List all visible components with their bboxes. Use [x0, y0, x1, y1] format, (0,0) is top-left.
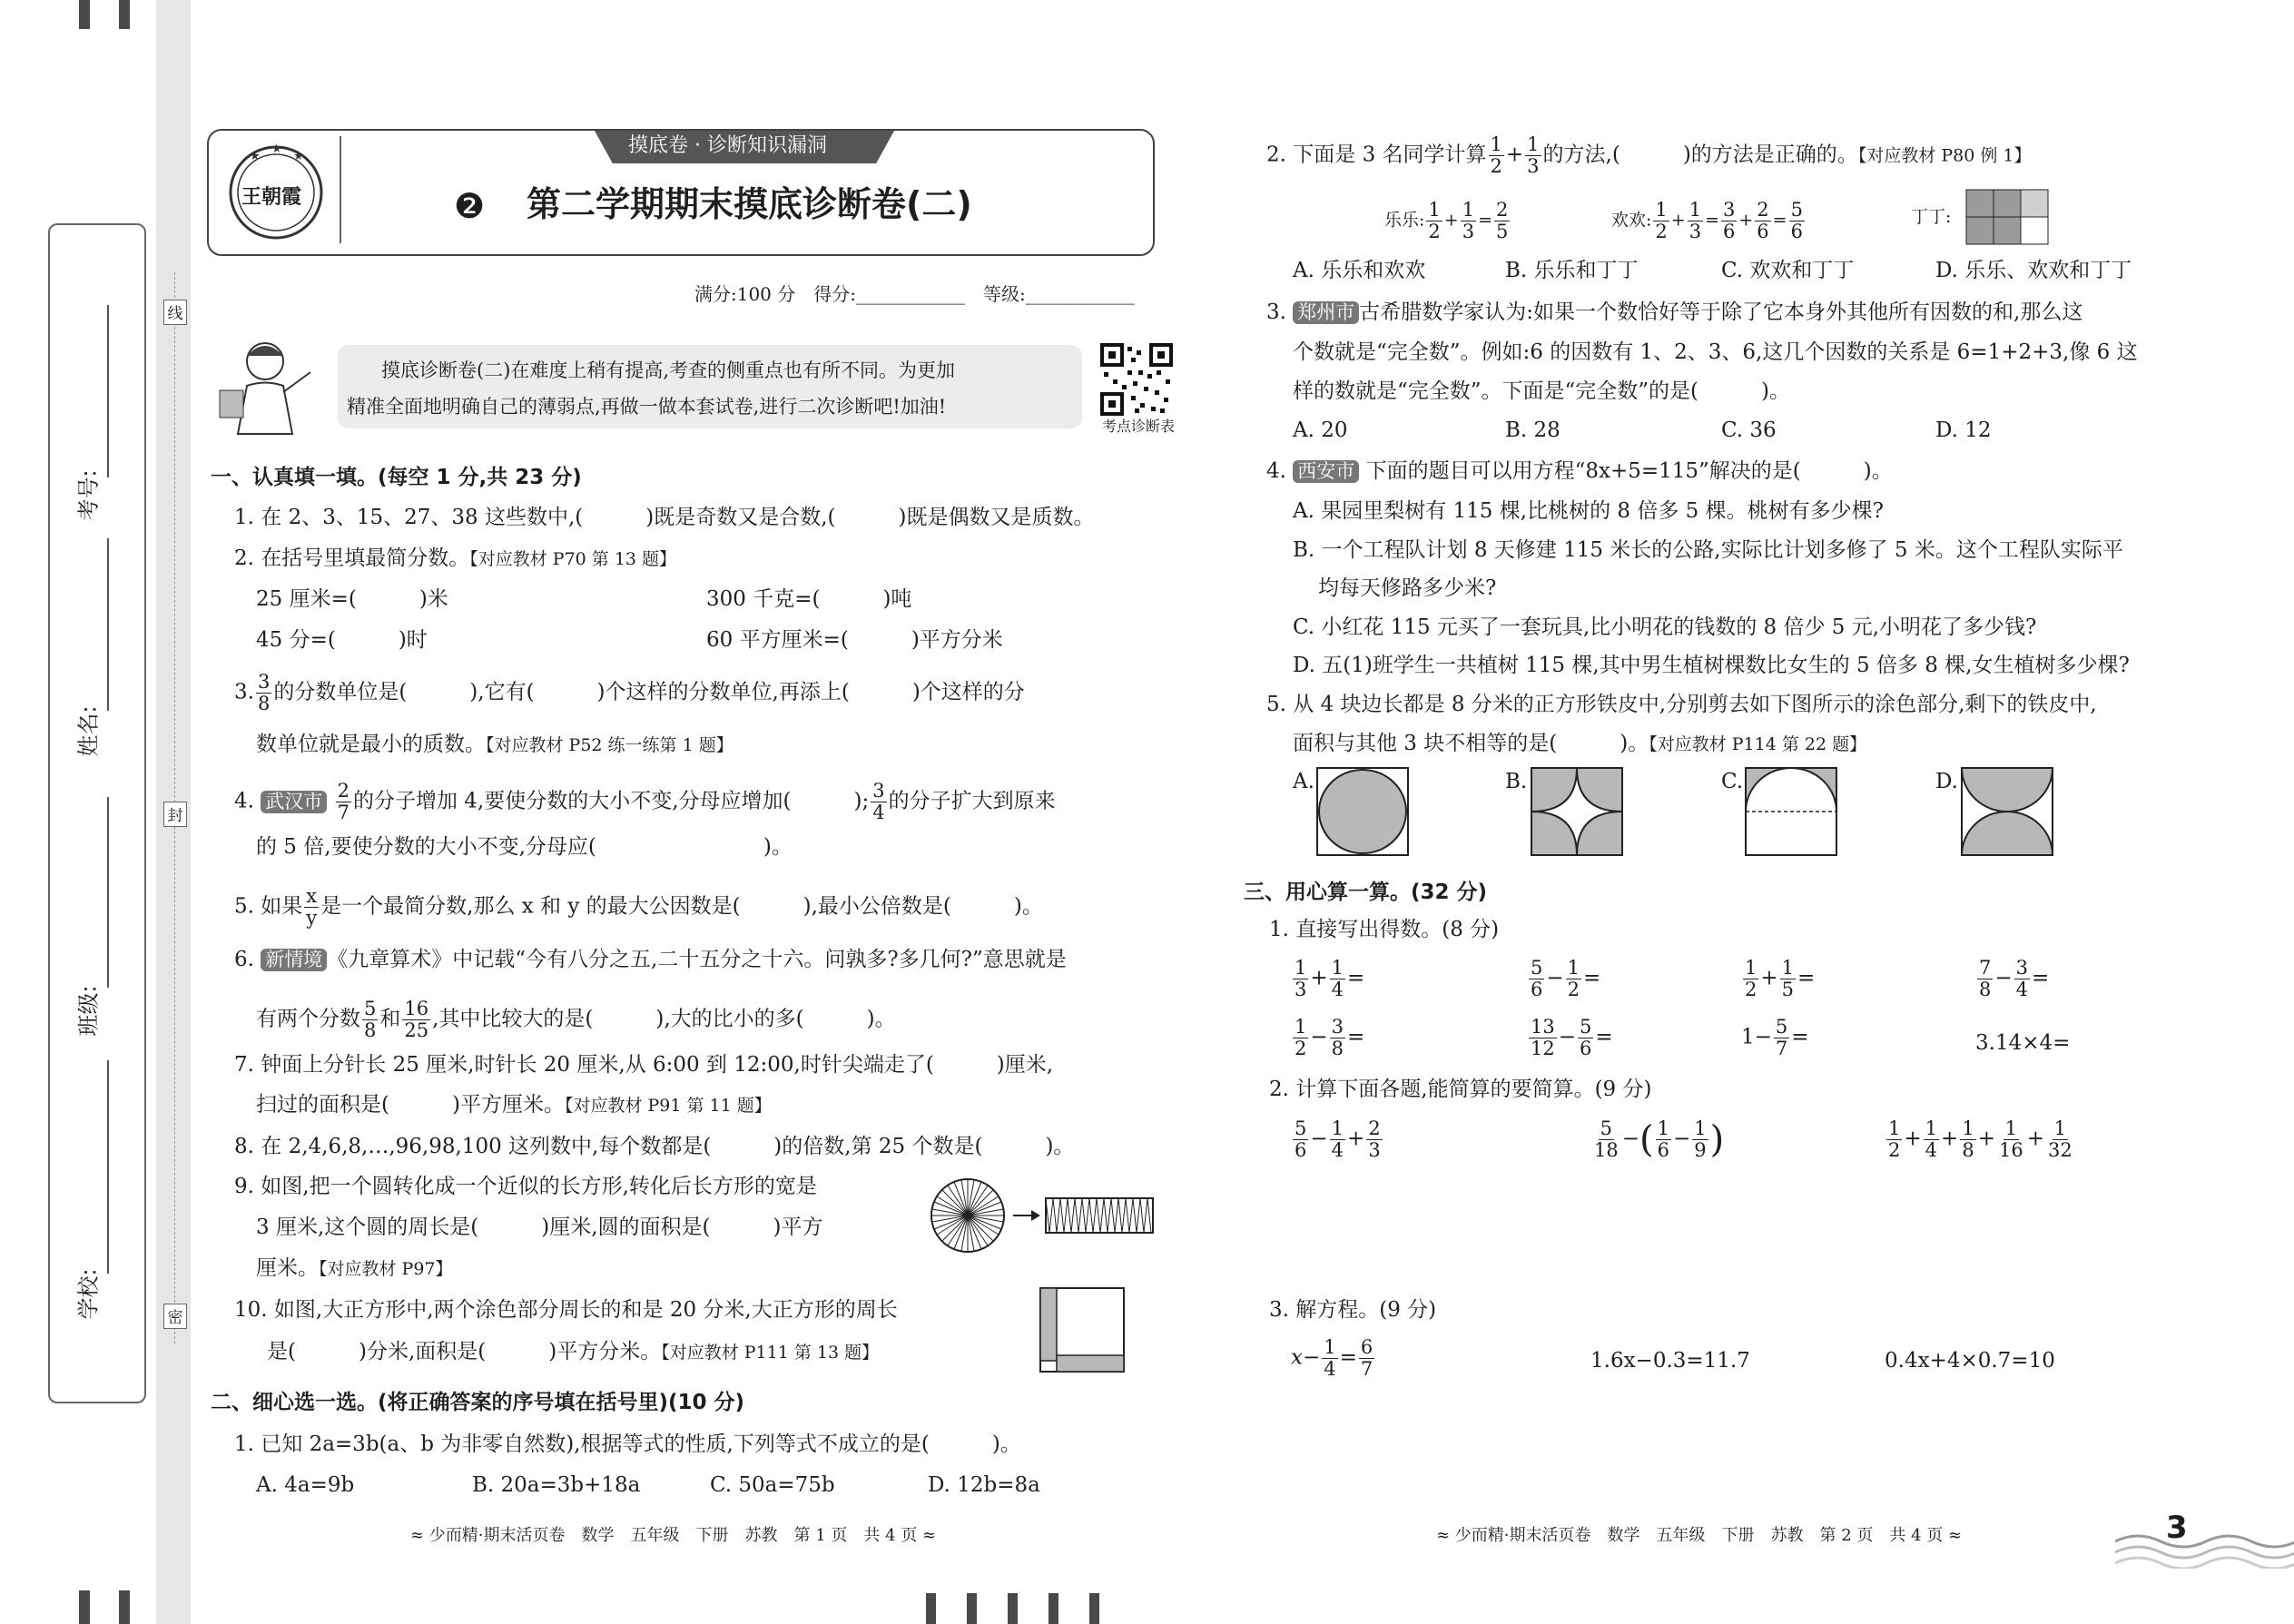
seal-char-feng: 封 — [163, 802, 187, 827]
qr-label: 考点诊断表 — [1102, 418, 1176, 435]
fraction: $\frac{5}{6}$ — [1580, 1016, 1592, 1060]
fraction: $\frac{7}{8}$ — [1979, 957, 1992, 1001]
r-q3-option-b[interactable]: B. 28 — [1505, 418, 1561, 442]
city-tag: 西安市 — [1293, 460, 1359, 483]
square-figure-icon — [1039, 1287, 1125, 1373]
registration-mark — [119, 1590, 130, 1624]
exam-no-line[interactable] — [107, 305, 109, 477]
school-line[interactable] — [107, 1060, 109, 1274]
q4-text — [234, 781, 1056, 823]
fraction: $\frac{2}{7}$ — [337, 780, 350, 824]
registration-mark — [1049, 1593, 1058, 1624]
city-tag: 武汉市 — [261, 791, 327, 813]
huanhuan-label: 欢欢: — [1611, 210, 1652, 231]
qr-code-icon — [1100, 343, 1173, 416]
q10-ref: 【对应教材 P111 第 13 题】 — [661, 1343, 880, 1363]
q1-text: 1. 在 2、3、15、27、38 这些数中,( )既是奇数又是合数,( )既是偶数又是质数。 — [234, 506, 1095, 529]
fraction: $\frac{3}{4}$ — [872, 780, 885, 824]
fraction: $\frac{13}{12}$ — [1531, 1016, 1555, 1060]
seal-char-mi: 密 — [163, 1304, 187, 1329]
name-line[interactable] — [107, 538, 109, 711]
class-line[interactable] — [107, 797, 109, 988]
calc-1-item[interactable]: 1− $\frac{5}{7}$ = — [1741, 1016, 1809, 1060]
r-q3-line3: 样的数就是“完全数”。下面是“完全数”的是( )。 — [1293, 379, 1790, 403]
calc-1-item[interactable]: $\frac{1}{2}$ + $\frac{1}{5}$ = — [1745, 957, 1816, 1001]
calc-3-item[interactable]: 1.6x−0.3=11.7 — [1590, 1349, 1750, 1373]
r-q2-dingding: 丁丁: — [1911, 207, 1952, 227]
q6-line2 — [256, 999, 896, 1041]
q9-circle-figure — [930, 1176, 1157, 1255]
intro-line2: 精准全面地明确自己的薄弱点,再做一做本套试卷,进行二次诊断吧!加油! — [347, 396, 947, 418]
square-circle-icon — [1316, 767, 1411, 858]
teacher-icon — [211, 336, 320, 436]
calc-1-item[interactable]: $\frac{13}{12}$ − $\frac{5}{6}$ = — [1531, 1016, 1613, 1060]
q6-body: 《九章算术》中记载“今有八分之五,二十五分之十六。问孰多?多几何?”意思就是 — [327, 948, 1067, 971]
r-q5-label-d[interactable]: D. — [1935, 770, 1958, 793]
calc-3-item[interactable]: 0.4x+4×0.7=10 — [1885, 1349, 2055, 1373]
calc-3-item[interactable]: x− $\frac{1}{4}$ = $\frac{6}{7}$ — [1291, 1336, 1373, 1381]
q3-text — [234, 672, 1025, 714]
fraction: $\frac{16}{25}$ — [404, 998, 429, 1042]
q10-text: 10. 如图,大正方形中,两个涂色部分周长的和是 20 分米,大正方形的周长 — [234, 1298, 898, 1322]
fraction: $\frac{2}{6}$ — [1757, 199, 1769, 243]
calc-3-title: 3. 解方程。(9 分) — [1269, 1298, 1437, 1322]
q4-number: 4. — [234, 789, 254, 813]
dingding-grid — [1965, 189, 2049, 245]
registration-mark — [967, 1593, 977, 1624]
q4-line2: 的 5 倍,要使分数的大小不变,分母应( )。 — [256, 835, 793, 859]
teacher-figure — [211, 336, 320, 436]
section-3-title: 三、用心算一算。(32 分) — [1244, 881, 1488, 904]
exam-no-label: 考号: — [75, 469, 102, 521]
class-label: 班级: — [75, 985, 102, 1037]
fraction: $\frac{2}{5}$ — [1496, 199, 1509, 243]
q2-label: 2. 在括号里填最简分数。 — [234, 546, 470, 570]
fraction: $\frac{1}{2}$ — [1428, 199, 1441, 243]
registration-mark — [1008, 1593, 1018, 1624]
fraction: $\frac{1}{3}$ — [1689, 199, 1702, 243]
r-q2-option-a[interactable]: A. 乐乐和欢欢 — [1293, 259, 1426, 282]
r-q5-figure-a — [1316, 767, 1411, 858]
r-q2-option-c[interactable]: C. 欢欢和丁丁 — [1721, 259, 1855, 282]
r-q5-figure-c — [1745, 767, 1839, 858]
r-q3-line2: 个数就是“完全数”。例如:6 的因数有 1、2、3、6,这几个因数的关系是 6=1+2+3,像 6 这 — [1293, 340, 2138, 364]
q7-ref: 【对应教材 P91 第 11 题】 — [564, 1096, 772, 1116]
r-q5-figure-d — [1961, 767, 2055, 858]
r-q5-text: 5. 从 4 块边长都是 8 分米的正方形铁皮中,分别剪去如下图所示的涂色部分,剩下的铁皮中, — [1266, 693, 2097, 716]
q6-number: 6. — [234, 948, 254, 971]
r-q4-number: 4. — [1266, 459, 1286, 483]
qr-code[interactable] — [1100, 343, 1173, 416]
fraction: $\frac{5}{7}$ — [1775, 1016, 1788, 1060]
left-footer: ≈ 少而精·期末活页卷 数学 五年级 下册 苏教 第 1 页 共 4 页 ≈ — [410, 1526, 937, 1545]
fraction: $\frac{1}{2}$ — [1888, 1117, 1901, 1162]
q2a: 25 厘米=( )米 — [256, 587, 448, 611]
square-half-circle-icon — [1745, 767, 1839, 858]
s2q1-text: 1. 已知 2a=3b(a、b 为非零自然数),根据等式的性质,下列等式不成立的是( )。 — [234, 1432, 1021, 1456]
square-two-halves-icon — [1961, 767, 2055, 858]
fraction: $\frac{1}{2}$ — [1655, 199, 1668, 243]
header-divider — [340, 136, 341, 243]
fraction: $\frac{3}{8}$ — [257, 671, 271, 715]
fraction: $\frac{1}{3}$ — [1527, 133, 1540, 178]
fraction: $\frac{5}{6}$ — [1790, 199, 1803, 243]
fraction: $\frac{1}{4}$ — [1331, 957, 1344, 1001]
r-q3-option-d[interactable]: D. 12 — [1935, 418, 1992, 442]
r-q3-option-a[interactable]: A. 20 — [1293, 418, 1348, 442]
school-label: 学校: — [75, 1268, 102, 1320]
fraction: $\frac{3}{6}$ — [1723, 199, 1736, 243]
registration-mark — [79, 0, 90, 29]
r-q3-option-c[interactable]: C. 36 — [1721, 418, 1777, 442]
s2q1-option-c[interactable]: C. 50a=75b — [710, 1473, 835, 1497]
q6-l2b: 和 — [379, 1007, 401, 1031]
q3-body: 的分数单位是( ),它有( )个这样的分数单位,再添上( )个这样的分 — [273, 680, 1025, 704]
calc-1-item[interactable]: $\frac{1}{2}$ − $\frac{3}{8}$ = — [1295, 1016, 1365, 1060]
s2q1-option-b[interactable]: B. 20a=3b+18a — [472, 1473, 641, 1497]
fraction: $\frac{1}{2}$ — [1490, 133, 1502, 178]
q6-l2c: ,其中比较大的是( ),大的比小的多( )。 — [432, 1007, 896, 1031]
calc-2-title: 2. 计算下面各题,能简算的要简算。(9 分) — [1269, 1078, 1652, 1101]
fraction-grid-icon — [1965, 189, 2049, 245]
registration-mark — [119, 0, 130, 29]
r-q2-option-d[interactable]: D. 乐乐、欢欢和丁丁 — [1935, 259, 2132, 282]
r-q3-number: 3. — [1266, 300, 1286, 324]
fraction: $\frac{1}{3}$ — [1462, 199, 1475, 243]
fraction: $\frac{1}{32}$ — [2047, 1117, 2072, 1162]
logo-text: 王朝霞 — [241, 185, 302, 209]
fraction: $\frac{1}{4}$ — [1324, 1336, 1336, 1381]
page-number: 3 — [2166, 1510, 2188, 1546]
q2-text — [234, 548, 676, 569]
section-1-title: 一、认真填一填。(每空 1 分,共 23 分) — [211, 466, 582, 489]
r-q4-option-d[interactable]: D. 五(1)班学生一共植树 115 棵,其中男生植树棵数比女生的 5 倍多 8 棵,女生植树多少棵? — [1293, 654, 2130, 677]
section-2-title: 二、细心选一选。(将正确答案的序号填在括号里)(10 分) — [211, 1391, 745, 1414]
q6-text — [234, 949, 1067, 971]
r-q5-ref: 【对应教材 P114 第 22 题】 — [1649, 734, 1867, 754]
q9-line2: 3 厘米,这个圆的周长是( )厘米,圆的面积是( )平方 — [256, 1216, 823, 1239]
header-banner-text: 摸底卷 · 诊断知识漏洞 — [628, 134, 827, 157]
r-q3-text — [1266, 301, 2082, 324]
calc-2-item[interactable]: $\frac{5}{18}$ −( $\frac{1}{6}$ − $\frac{1}{9}$ ) — [1594, 1117, 1725, 1162]
calc-1-item[interactable]: 3.14×4= — [1975, 1031, 2071, 1055]
q4-end: 的分子扩大到原来 — [888, 789, 1056, 813]
score-line: 满分:100 分 得分:____________ 等级:____________ — [694, 283, 1135, 305]
q10-square-figure — [1039, 1287, 1125, 1373]
fraction: $\frac{1}{4}$ — [1925, 1117, 1938, 1162]
r-q4-option-b[interactable]: B. 一个工程队计划 8 天修建 115 米长的公路,实际比计划多修了 5 米。这个工程队实际平 — [1293, 538, 2123, 562]
q2-ref: 【对应教材 P70 第 13 题】 — [469, 549, 677, 569]
r-q5-line2 — [1293, 733, 1866, 754]
calc-1-item[interactable]: $\frac{1}{3}$ + $\frac{1}{4}$ = — [1295, 957, 1365, 1001]
r-q2-pre: 2. 下面是 3 名同学计算 — [1266, 143, 1487, 167]
calc-2-item[interactable]: $\frac{5}{6}$ − $\frac{1}{4}$ + $\frac{2}{3}$ — [1295, 1117, 1381, 1162]
fraction: $\frac{5}{18}$ — [1594, 1117, 1619, 1162]
q3-ref: 【对应教材 P52 练一练第 1 题】 — [486, 735, 733, 755]
r-q5-label-a[interactable]: A. — [1293, 770, 1314, 793]
q9-text: 9. 如图,把一个圆转化成一个近似的长方形,转化后长方形的宽是 — [234, 1175, 817, 1198]
q3-line2-text: 数单位就是最小的质数。 — [256, 733, 486, 756]
q9-l3: 厘米。 — [256, 1256, 319, 1280]
wave-icon — [2115, 1505, 2294, 1569]
r-q4-l1: 下面的题目可以用方程“8x+5=115”解决的是( )。 — [1365, 459, 1893, 483]
registration-mark — [926, 1593, 936, 1624]
q9-ref: 【对应教材 P97】 — [319, 1259, 453, 1279]
r-q4-text — [1266, 460, 1893, 483]
registration-mark — [1089, 1593, 1099, 1624]
q6-l2a: 有两个分数 — [256, 1007, 360, 1031]
fraction: $\frac{1}{8}$ — [1962, 1117, 1974, 1162]
s2q1-option-a[interactable]: A. 4a=9b — [256, 1473, 355, 1497]
r-q5-label-c[interactable]: C. — [1721, 770, 1744, 793]
q5-text — [234, 886, 1043, 929]
fraction: $\frac{5}{6}$ — [1531, 957, 1543, 1001]
r-q5-figure-b — [1531, 767, 1625, 858]
circle-to-rectangle-icon — [930, 1176, 1157, 1255]
fraction: $\frac{x}{y}$ — [306, 885, 318, 930]
fraction: $\frac{3}{8}$ — [1331, 1016, 1344, 1060]
fraction: $\frac{3}{4}$ — [2015, 957, 2029, 1001]
fraction: $\frac{1}{6}$ — [1657, 1117, 1669, 1162]
r-q2-end: 的方法,( )的方法是正确的。 — [1542, 143, 1858, 167]
q10-line2 — [267, 1342, 879, 1363]
r-q4-option-b-line2: 均每天修路多少米? — [1318, 576, 1497, 600]
seal-char-xian: 线 — [163, 300, 187, 325]
square-corner-quarters-icon — [1531, 767, 1625, 858]
r-q2-option-b[interactable]: B. 乐乐和丁丁 — [1505, 259, 1639, 282]
fraction: $\frac{1}{2}$ — [1295, 1016, 1307, 1060]
logo — [218, 136, 334, 243]
fraction: $\frac{5}{6}$ — [1295, 1117, 1307, 1162]
r-q2-lele: 乐乐: $\frac{1}{2}$ + $\frac{1}{3}$ = $\frac{2}{5}$ — [1384, 199, 1509, 243]
s2q1-option-d[interactable]: D. 12b=8a — [928, 1473, 1040, 1497]
r-q5-label-b[interactable]: B. — [1505, 770, 1528, 793]
calc-1-item[interactable]: $\frac{5}{6}$ − $\frac{1}{2}$ = — [1531, 957, 1601, 1001]
q8-text: 8. 在 2,4,6,8,…,96,98,100 这列数中,每个数都是( )的倍数,第 25 个数是( )。 — [234, 1135, 1075, 1158]
q2b: 300 千克=( )吨 — [706, 587, 912, 611]
q2c: 45 分=( )时 — [256, 628, 428, 652]
q4-body: 的分子增加 4,要使分数的大小不变,分母应增加( ); — [352, 789, 870, 813]
r-q4-option-a[interactable]: A. 果园里梨树有 115 棵,比桃树的 8 倍多 5 棵。桃树有多少棵? — [1293, 499, 1884, 523]
fraction: $\frac{6}{7}$ — [1360, 1336, 1373, 1381]
r-q5-l2: 面积与其他 3 块不相等的是( )。 — [1293, 732, 1649, 755]
fraction: $\frac{1}{3}$ — [1295, 957, 1307, 1001]
fraction: $\frac{1}{16}$ — [1998, 1117, 2023, 1162]
lele-label: 乐乐: — [1384, 210, 1425, 231]
student-info-panel — [48, 223, 146, 1403]
right-footer: ≈ 少而精·期末活页卷 数学 五年级 下册 苏教 第 2 页 共 4 页 ≈ — [1436, 1526, 1963, 1545]
scenario-tag: 新情境 — [261, 949, 327, 971]
city-tag: 郑州市 — [1293, 301, 1359, 324]
q3-number: 3. — [234, 680, 254, 704]
q7-text: 7. 钟面上分针长 25 厘米,时针长 20 厘米,从 6:00 到 12:00,时针尖端走了( )厘米, — [234, 1053, 1054, 1077]
r-q4-option-c[interactable]: C. 小红花 115 元买了一套玩具,比小明花的钱数的 8 倍少 5 元,小明花了多少钱? — [1293, 615, 2037, 639]
q2d: 60 平方厘米=( )平方分米 — [706, 628, 1003, 652]
q9-line3 — [256, 1258, 453, 1279]
page-title: 第二学期期末摸底诊断卷(二) — [527, 184, 972, 224]
r-q3-l1: 古希腊数学家认为:如果一个数恰好等于除了它本身外其他所有因数的和,那么这 — [1359, 300, 2083, 324]
intro-line1: 摸底诊断卷(二)在难度上稍有提高,考查的侧重点也有所不同。为更加 — [381, 359, 956, 381]
q5-end: 是一个最简分数,那么 x 和 y 的最大公因数是( ),最小公倍数是( )。 — [320, 894, 1043, 919]
q5-pre: 5. 如果 — [234, 894, 303, 919]
fraction: $\frac{1}{2}$ — [1567, 957, 1580, 1001]
q7-l2: 扫过的面积是( )平方厘米。 — [256, 1093, 565, 1117]
fraction: $\frac{1}{4}$ — [1331, 1117, 1344, 1162]
name-label: 姓名: — [75, 705, 102, 757]
registration-mark — [79, 1590, 90, 1624]
calc-2-item[interactable]: $\frac{1}{2}$ + $\frac{1}{4}$ + $\frac{1}{8}$ + $\frac{1}{16}$ + $\frac{1}{32}$ — [1888, 1117, 2072, 1162]
q7-line2 — [256, 1095, 772, 1116]
fraction: $\frac{5}{8}$ — [364, 998, 377, 1042]
calc-1-item[interactable]: $\frac{7}{8}$ − $\frac{3}{4}$ = — [1979, 957, 2050, 1001]
calc-1-title: 1. 直接写出得数。(8 分) — [1269, 918, 1500, 941]
fraction: $\frac{1}{5}$ — [1781, 957, 1795, 1001]
q10-l2: 是( )分米,面积是( )平方分米。 — [267, 1340, 662, 1363]
r-q2-ref: 【对应教材 P80 例 1】 — [1857, 145, 2032, 166]
fraction: $\frac{2}{3}$ — [1368, 1117, 1381, 1162]
exam-number: ❷ — [454, 186, 486, 226]
r-q2-huanhuan: 欢欢: $\frac{1}{2}$ + $\frac{1}{3}$ = $\frac{3}{6}$ + $\frac{2}{6}$ = $\frac{5}{6}$ — [1611, 199, 1803, 243]
page-wave-decoration — [2115, 1505, 2294, 1569]
fraction: $\frac{1}{9}$ — [1694, 1117, 1707, 1162]
r-q2-text: 2. 下面是 3 名同学计算 $\frac{1}{2}$ + $\frac{1}{3}$ 的方法,( )的方法是正确的。【对应教材 P80 例 1】 — [1266, 133, 2032, 178]
fraction: $\frac{1}{2}$ — [1745, 957, 1757, 1001]
q3-line2 — [256, 734, 733, 755]
